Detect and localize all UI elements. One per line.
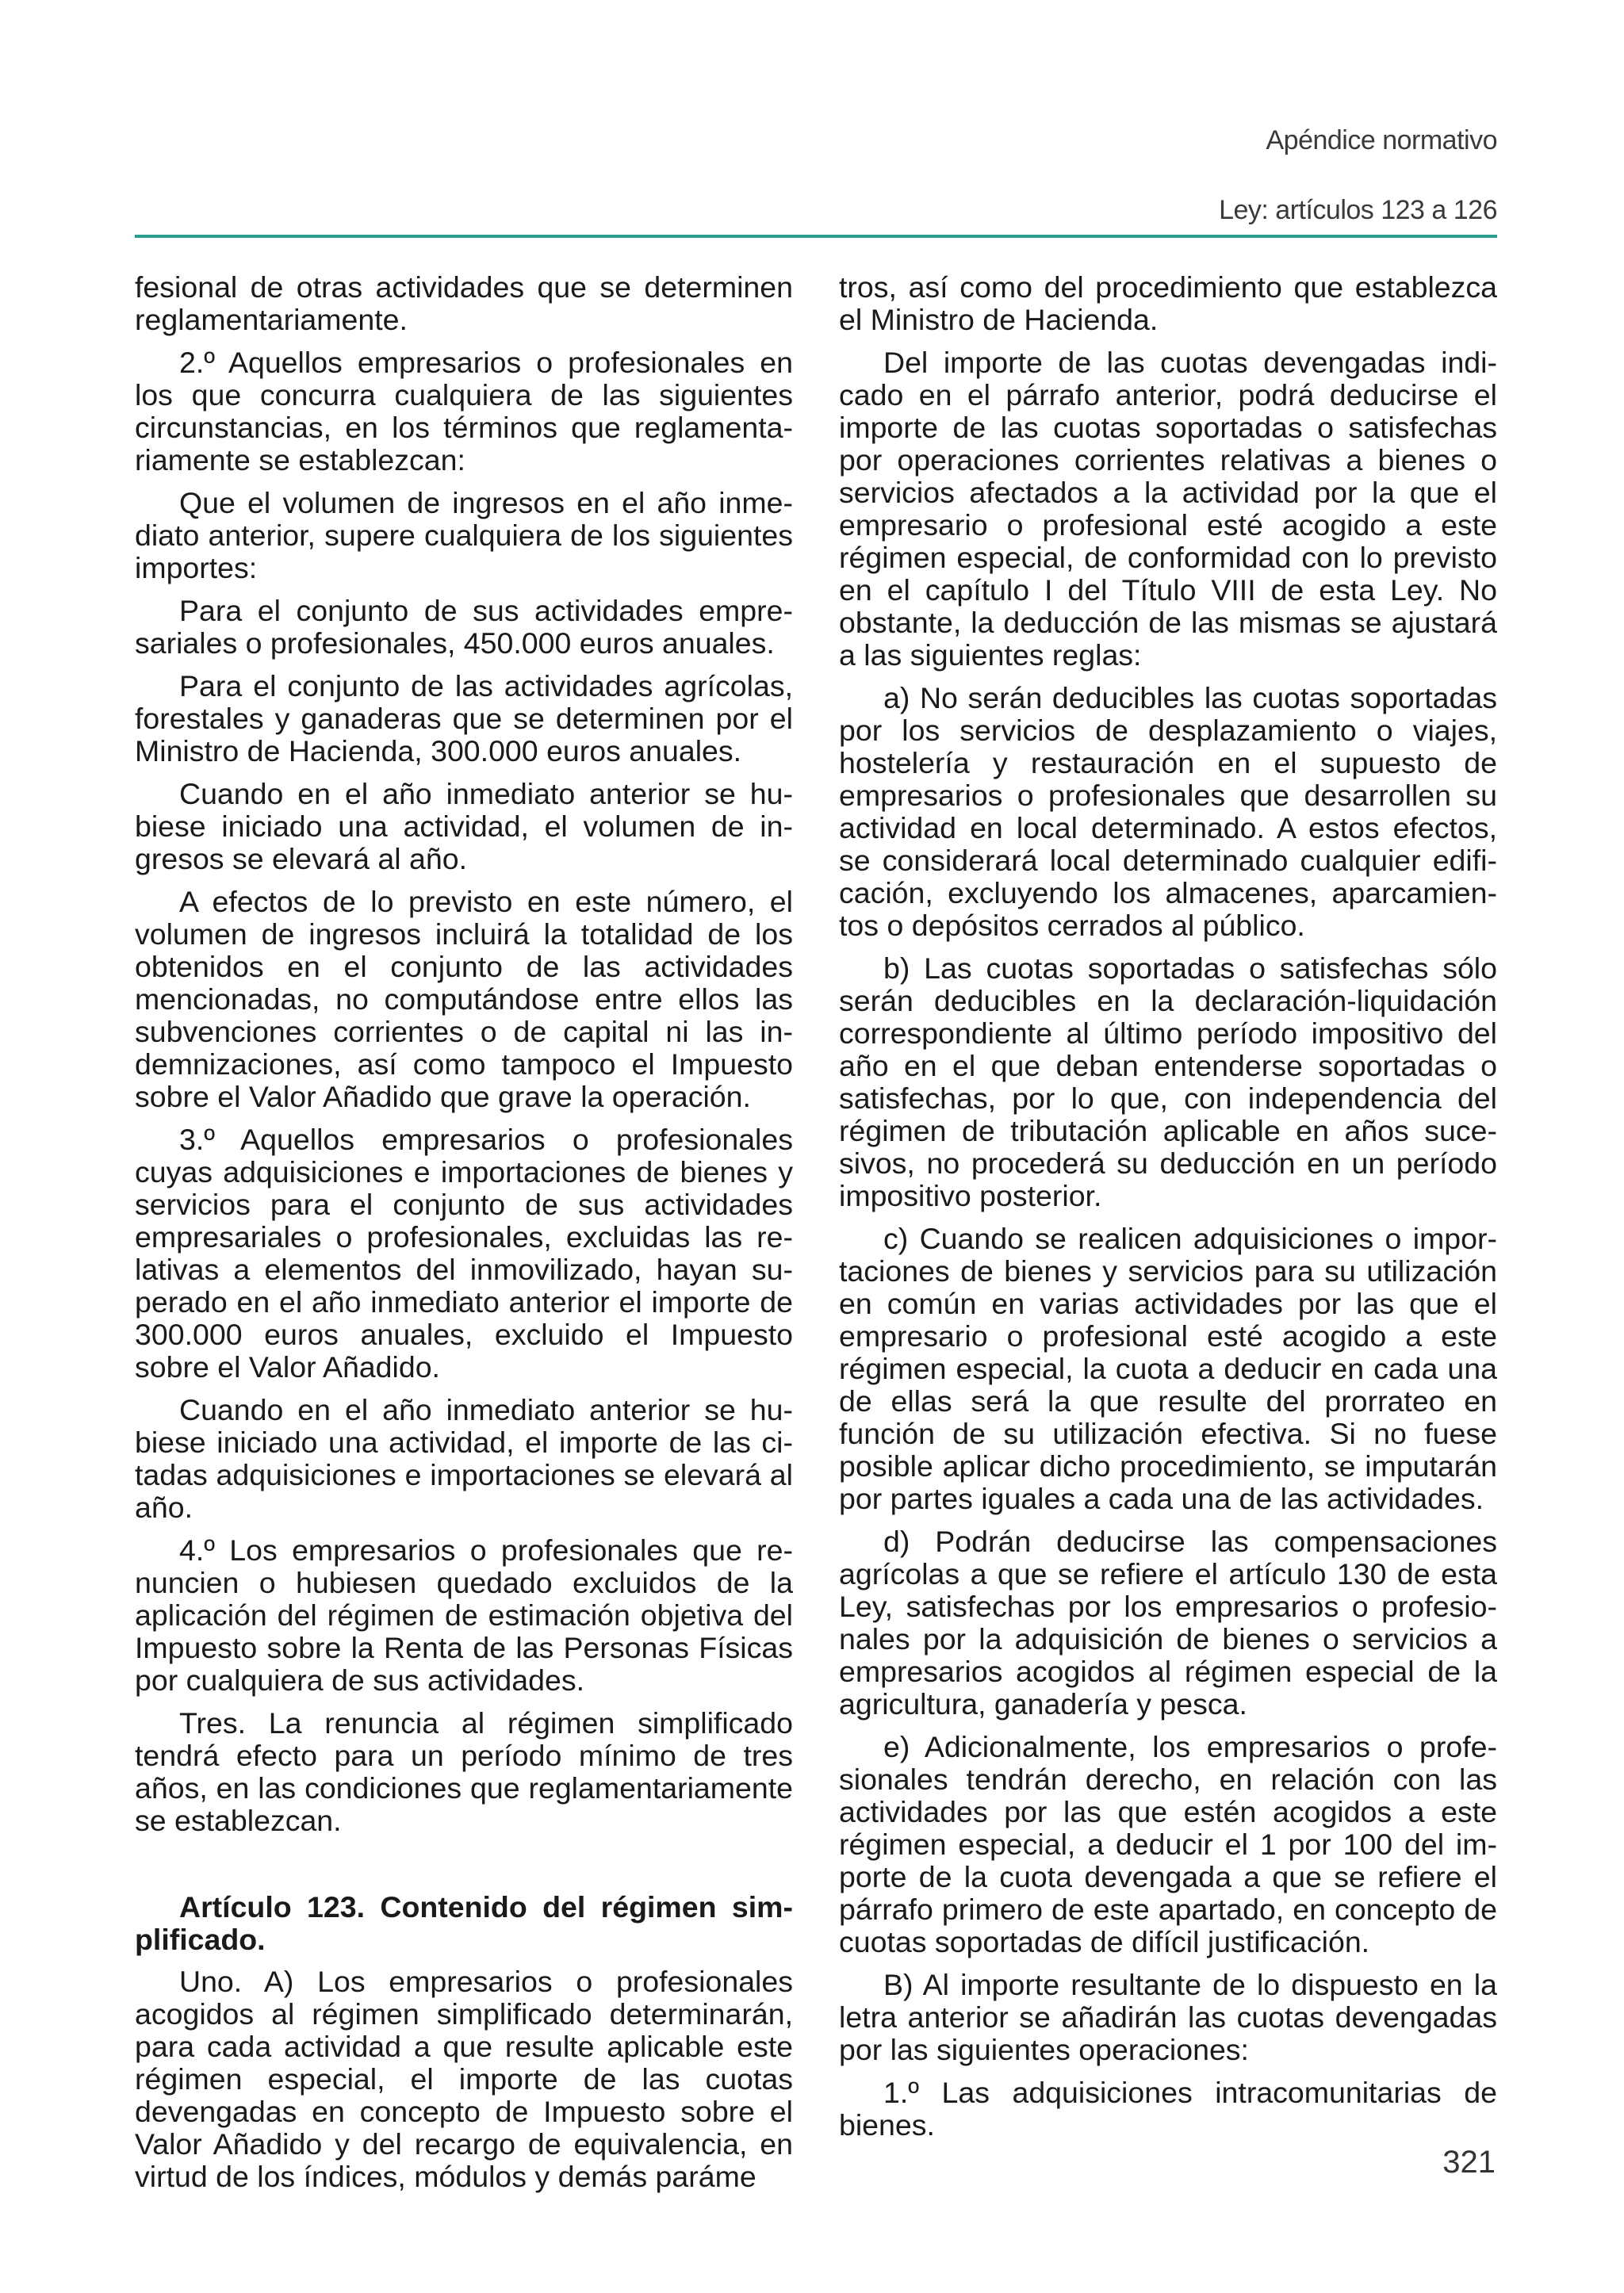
paragraph: 1.º Las adquisiciones intracomunitarias de bienes. bbox=[839, 2076, 1497, 2142]
paragraph: Que el volumen de ingresos en el año inmediato anterior, supere cualquiera de los siguientes importes: bbox=[135, 486, 793, 584]
paragraph: Para el conjunto de las actividades agrícolas, forestales y ganaderas que se determinen por el Ministro de Hacienda, 300.000 euros anuales. bbox=[135, 669, 793, 768]
paragraph: A efectos de lo previsto en este número, el volumen de ingresos incluirá la totalidad de los obtenidos en el conjunto de las actividades mencionadas, no computándose entre ellos las subvenciones corrientes o de capital ni las indemnizaciones, así como tampoco el Impuesto sobre el Valor Añadido que grave la operación. bbox=[135, 885, 793, 1113]
running-header-articles: Ley: artículos 123 a 126 bbox=[1219, 195, 1497, 225]
paragraph: e) Adicionalmente, los empresarios o profesionales tendrán derecho, en relación con las actividades por las que estén acogidos a este régimen especial, a deducir el 1 por 100 del importe de la cuota devengada a que se refiere el párrafo primero de este apartado, en concepto de cuotas soportadas de difícil justificación. bbox=[839, 1730, 1497, 1958]
paragraph: 2.º Aquellos empresarios o profesionales en los que concurra cualquiera de las siguientes circunstancias, en los términos que reglamentariamente se establezcan: bbox=[135, 346, 793, 477]
header-rule bbox=[135, 235, 1497, 238]
paragraph: B) Al importe resultante de lo dispuesto en la letra anterior se añadirán las cuotas devengadas por las siguientes operaciones: bbox=[839, 1968, 1497, 2066]
paragraph: tros, así como del procedimiento que establezca el Ministro de Hacienda. bbox=[839, 270, 1497, 336]
paragraph: Tres. La renuncia al régimen simplificado tendrá efecto para un período mínimo de tres años, en las condiciones que reglamentariamente se establezcan. bbox=[135, 1706, 793, 1837]
paragraph: Cuando en el año inmediato anterior se hubiese iniciado una actividad, el volumen de ingresos se elevará al año. bbox=[135, 777, 793, 875]
left-column bbox=[135, 271, 793, 2203]
paragraph: c) Cuando se realicen adquisiciones o importaciones de bienes y servicios para su utilización en común en varias actividades por las que el empresario o profesional esté acogido a este régimen especial, la cuota a deducir en cada una de ellas será la que resulte del prorrateo en función de su utilización efectiva. Si no fuese posible aplicar dicho procedimiento, se imputarán por partes iguales a cada una de las actividades. bbox=[839, 1222, 1497, 1515]
paragraph: Para el conjunto de sus actividades empresariales o profesionales, 450.000 euros anuales. bbox=[135, 594, 793, 660]
article-heading: Artículo 123. Contenido del régimen simplificado. bbox=[135, 1890, 793, 1956]
paragraph: b) Las cuotas soportadas o satisfechas sólo serán deducibles en la declaración-liquidación correspondiente al último período impositivo del año en el que deban entenderse soportadas o satisfechas, por lo que, con independencia del régimen de tributación aplicable en años sucesivos, no procederá su deducción en un período impositivo posterior. bbox=[839, 951, 1497, 1212]
paragraph: 3.º Aquellos empresarios o profesionales cuyas adquisiciones e importaciones de bienes y servicios para el conjunto de sus actividades empresariales o profesionales, excluidas las relativas a elementos del inmovilizado, hayan superado en el año inmediato anterior el importe de 300.000 euros anuales, excluido el Impuesto sobre el Valor Añadido. bbox=[135, 1123, 793, 1384]
paragraph: Del importe de las cuotas devengadas indicado en el párrafo anterior, podrá deducirse el importe de las cuotas soportadas o satisfechas por operaciones corrientes relativas a bienes o servicios afectados a la actividad por la que el empresario o profesional esté acogido a este régimen especial, de conformidad con lo previsto en el capítulo I del Título VIII de esta Ley. No obstante, la deducción de las mismas se ajustará a las siguientes reglas: bbox=[839, 346, 1497, 672]
paragraph: d) Podrán deducirse las compensaciones agrícolas a que se refiere el artículo 130 de esta Ley, satisfechas por los empresarios o profesionales por la adquisición de bienes o servicios a empresarios acogidos al régimen especial de la agricultura, ganadería y pesca. bbox=[839, 1525, 1497, 1721]
paragraph: fesional de otras actividades que se determinen reglamentariamente. bbox=[135, 270, 793, 336]
right-column bbox=[839, 271, 1497, 2152]
paragraph: a) No serán deducibles las cuotas soportadas por los servicios de desplazamiento o viajes, hostelería y restauración en el supuesto de empresarios o profesionales que desarrollen su actividad en local determinado. A estos efectos, se considerará local determinado cualquier edificación, excluyendo los almacenes, aparcamientos o depósitos cerrados al público. bbox=[839, 681, 1497, 942]
paragraph: Uno. A) Los empresarios o profesionales acogidos al régimen simplificado determinarán, para cada actividad a que resulte aplicable este régimen especial, el importe de las cuotas devengadas en concepto de Impuesto sobre el Valor Añadido y del recargo de equivalencia, en virtud de los índices, módulos y demás paráme bbox=[135, 1965, 793, 2193]
paragraph: 4.º Los empresarios o profesionales que renuncien o hubiesen quedado excluidos de la aplicación del régimen de estimación objetiva del Impuesto sobre la Renta de las Personas Físicas por cualquiera de sus actividades. bbox=[135, 1533, 793, 1697]
page-number: 321 bbox=[1442, 2145, 1496, 2180]
running-header-section: Apéndice normativo bbox=[1266, 125, 1497, 155]
paragraph: Cuando en el año inmediato anterior se hubiese iniciado una actividad, el importe de las citadas adquisiciones e importaciones se elevará al año. bbox=[135, 1393, 793, 1524]
